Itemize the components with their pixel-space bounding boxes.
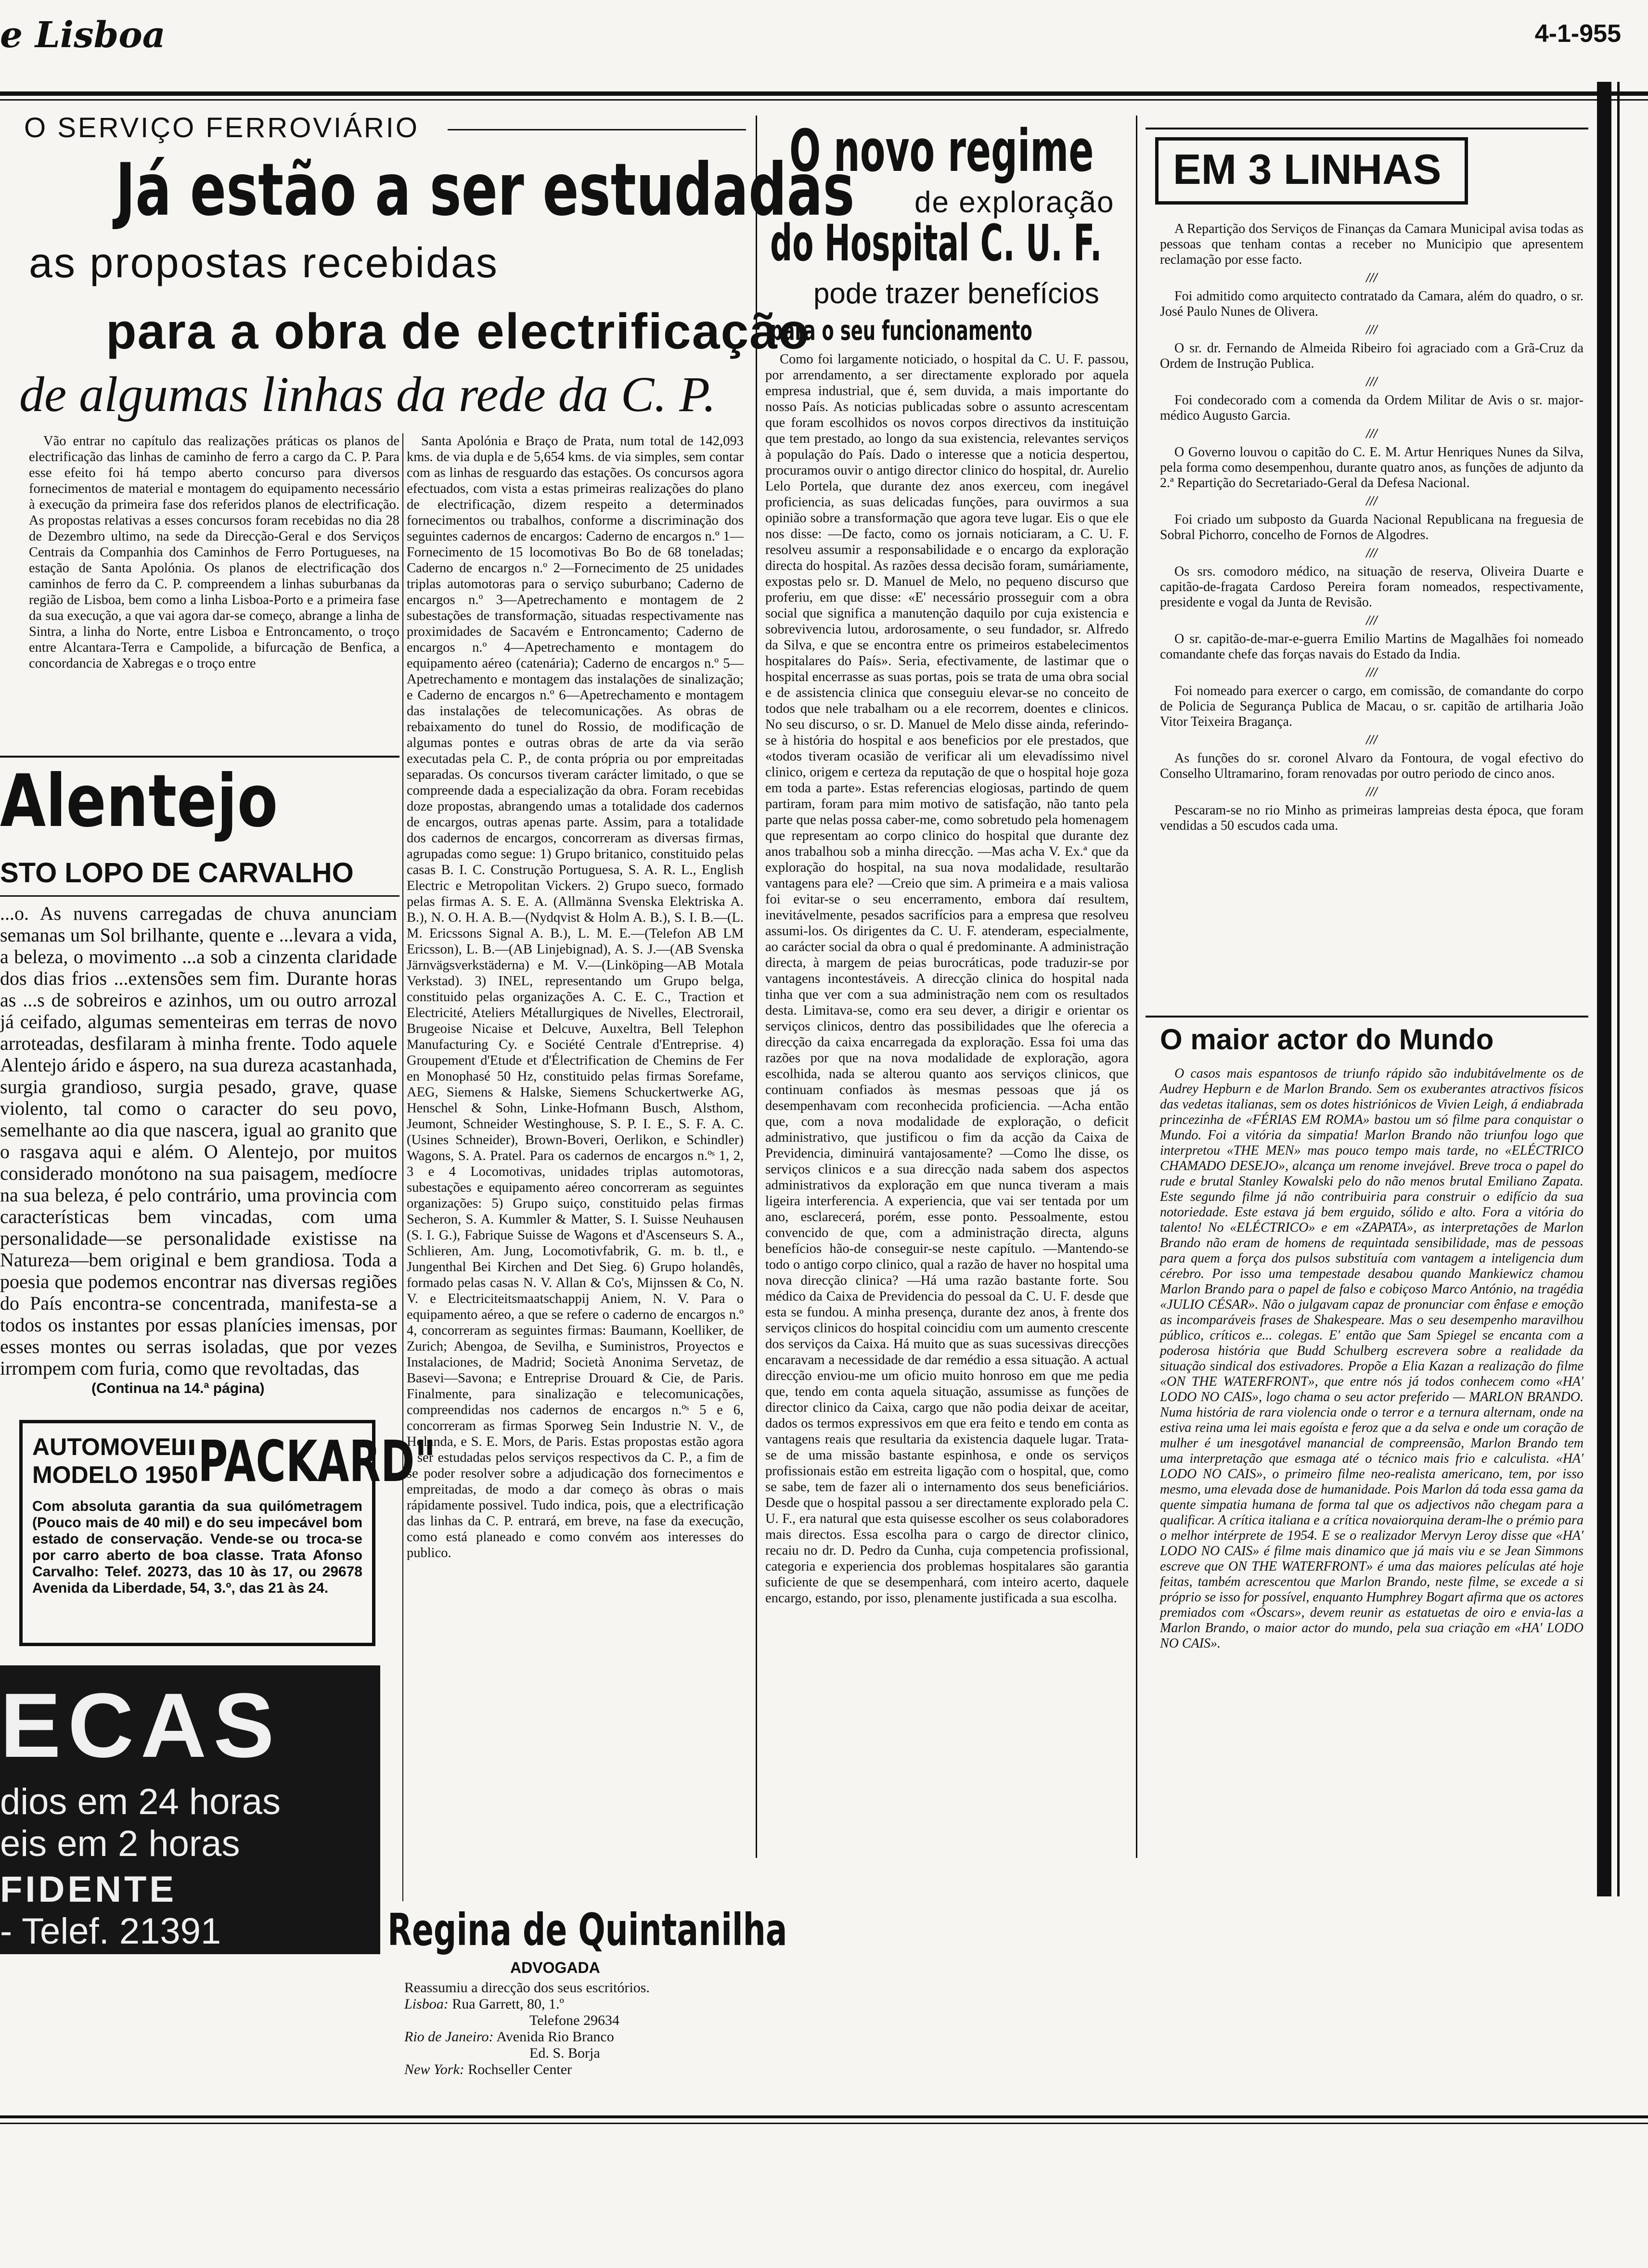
em3-separator: /// xyxy=(1366,494,1378,509)
packard-body: Com absoluta garantia da sua quilómetragem (Pouco mais de 40 mil) e do seu impecável bom estado de conservação. Vende-se ou troca-se por carro aberto de boa classe. Trata Afonso Carvalho: Telef. 20273, das 10 às 17, ou 29678 Avenida da Liberdade, 54, 3.º, das 21 às 24. xyxy=(32,1498,362,1596)
column-rule xyxy=(1136,116,1137,1858)
regina-role: ADVOGADA xyxy=(510,1959,600,1976)
em3-item: As funções do sr. coronel Alvaro da Fontoura, de vogal efectivo do Conselho Ultramarino, foram renovadas por outro periodo de cinco anos. xyxy=(1160,751,1584,781)
kicker-rule xyxy=(448,129,746,130)
hospital-title-1: O novo regime xyxy=(789,118,1094,185)
em3-item: Foi nomeado para exercer o cargo, em comissão, de comandante do corpo de Policia de Segurança Publica de Macau, o sr. capitão de artilharia João Vitor Teixeira Bragança. xyxy=(1160,683,1584,729)
em3-separator: /// xyxy=(1366,426,1378,441)
regina-rio-2: Ed. S. Borja xyxy=(529,2045,600,2061)
regina-lisboa-label: Lisboa: xyxy=(404,1996,449,2012)
regina-line-1: Reassumiu a direcção dos seus escritórios. xyxy=(404,1980,650,1996)
continued-note: (Continua na 14.ª página) xyxy=(91,1380,265,1396)
regina-phone: Telefone 29634 xyxy=(529,2012,620,2028)
top-rule-thin xyxy=(0,99,1648,101)
em3-separator: /// xyxy=(1366,546,1378,561)
top-rule xyxy=(0,91,1648,96)
bottom-rule xyxy=(0,2115,1648,2118)
masthead-title: e Lisboa xyxy=(0,14,166,56)
alentejo-rule xyxy=(0,756,399,758)
em3-separator: /// xyxy=(1366,613,1378,628)
column-rule xyxy=(756,116,757,1858)
em3-item: Os srs. comodoro médico, na situação de reserva, Oliveira Duarte e capitão-de-fragata Cardoso Pereira foram nomeados, respectivamente, presidente e vogal da Junta de Revisão. xyxy=(1160,564,1584,610)
headline-line-2: as propostas recebidas xyxy=(29,239,499,286)
black-ad-word: ECAS xyxy=(0,1675,281,1777)
em3-title: EM 3 LINHAS xyxy=(1173,145,1442,193)
em3-item: Foi criado um subposto da Guarda Nacional Republicana na freguesia de Sobral Pichorro, concelho de Fornos de Algodres. xyxy=(1160,512,1584,542)
em3-item: O sr. capitão-de-mar-e-guerra Emilio Martins de Magalhães foi nomeado comandante chefe das forças navais do Estado da India. xyxy=(1160,631,1584,662)
regina-rio xyxy=(404,2029,751,2045)
packard-line-2: MODELO 1950 xyxy=(32,1461,198,1488)
regina-name: Regina de Quintanilha xyxy=(387,1904,787,1956)
hospital-title-4: pode trazer benefícios xyxy=(813,277,1099,309)
alentejo-title: Alentejo xyxy=(0,760,278,843)
byline-rule xyxy=(0,895,399,897)
black-ad-line-3: FIDENTE xyxy=(0,1869,177,1910)
packard-line-1: AUTOMOVEL xyxy=(32,1433,186,1460)
em3-item: O sr. dr. Fernando de Almeida Ribeiro foi agraciado com a Grã-Cruz da Ordem de Instrução Publica. xyxy=(1160,341,1584,371)
em3-separator: /// xyxy=(1366,733,1378,747)
regina-rio-address: Avenida Rio Branco xyxy=(496,2029,614,2045)
em3-separator: /// xyxy=(1366,374,1378,389)
em3-separator: /// xyxy=(1366,271,1378,285)
bottom-rule-thin xyxy=(0,2123,1648,2124)
headline-line-3: para a obra de electrificação xyxy=(106,304,810,360)
regina-lisboa xyxy=(404,1996,751,2012)
regina-ad xyxy=(385,1904,787,2099)
rail-body-right: Santa Apolónia e Braço de Prata, num total de 142,093 kms. de via dupla e de 5,654 kms. de via simples, sem contar com as linhas de resguardo das estações. Os concursos agora efectuados, com vista a estas primeiras realizações do plano de electrificação, dizem respeito a determinados fornecimentos ou trabalhos, conforme a discriminação dos seguintes cadernos de encargos: Caderno de encargos n.º 1—Fornecimento de 15 locomotivas Bo Bo de 68 toneladas; Caderno de encargos n.º 2—Fornecimento de 25 unidades triplas automotoras para o serviço suburbano; Caderno de encargos n.º 3—Apetrechamento e montagem de 2 subestações de transformação, situadas respectivamente nas proximidades de Sacavém e Entroncamento; Caderno de encargos n.º 4—Apetrechamento e montagem do equipamento aéreo (catenária); Caderno de encargos n.º 5—Apetrechamento e montagem das instalações de sinalização; e Caderno de encargos n.º 6—Apetrechamento e montagem das instalações de telecomunicações. As obras de rebaixamento do tunel do Rossio, de modificação de algumas pontes e outras obras de arte da via serão executadas pela C. P., de conta própria ou por empreitadas separadas. Os concursos tiveram carácter limitado, o que se compreende dada a especialização da obra. Foram recebidas doze propostas, abrangendo umas a totalidade dos cadernos de encargos, outras apenas parte. Assim, para a totalidade dos cadernos de encargos, concorreram as diversas firmas, agrupadas como segue: 1) Grupo britanico, constituido pelas casas B. I. C. Construção Portuguesa, S. A. R. L., English Electric e Metropolitan Vickers. 2) Grupo sueco, formado pelas firmas A. S. E. A. (Allmänna Svenska Elektriska A. B.), N. O. H. A. B.—(Nydqvist & Holm A. B.), S. I. B.—(L. M. Ericssons Signal A. B.), L. M. E.—(Telefon AB LM Ericsson), L. B.—(AB Linjebignad), A. S. J.—(AB Svenska Järnvägsverkstäderna) e M. V.—(Linköping—AB Motala Verkstad). 3) INEL, representando um Grupo belga, constituido pelas organizações A. C. E. C., Traction et Electricité, Ateliers Métallurgiques de Nivelles, Electrorail, Brugeoise Nicaise et Delcuve, Auxeltra, Bell Telephon Manufacturing Cy. e Société Centrale d'Entreprise. 4) Groupement d'Etude et d'Électrification de Chemins de Fer en Monophasé 50 Hz, constituido pelas firmas Sorefame, AEG, Siemens & Halske, Siemens Schuckertwerke AG, Henschel & Sohn, Linke-Hofmann Busch, Alsthom, Jeumont, Schneider Westinghouse, S. P. I. E., S. F. A. C. (Usines Schneider), Brown-Boveri, Oerlikon, e Schindler) Wagons, S. A. Pratel. Para os cadernos de encargos n.ºˢ 1, 2, 3 e 4 Locomotivas, unidades triplas automotoras, subestações e equipamento aéreo concorreram as seguintes organizações: 5) Grupo suiço, constituido pelas firmas Secheron, S. A. Kummler & Matter, S. I. Suisse Neuhausen (S. I. G.), Fabrique Suisse de Wagons et d'Ascenseurs S. A., Schlieren, Am. Jung, Locomotivfabrik, G. m. b. tl., e Jungenthal Bei Kirchen and Det Sieg. 6) Grupo holandês, formado pelas casas N. V. Allan & Co's, Mijnssen & Co, N. V. e Electriciteitsmaatschappij Aniem, N. V. Para o equipamento aéreo, a que se refere o caderno de encargos n.º 4, concorreram as seguintes firmas: Baumann, Koelliker, de Zurich; Abengoa, de Sevilha, e Suministros, Proyectos e Instalaciones, de Madrid; Società Anonima Servetaz, de Basevi—Savona; e Entreprise Drouard & Cie, de Paris. Finalmente, para sinalização e telecomunicações, compreendidas nos cadernos de encargos n.ºˢ 5 e 6, concorreram as firmas Sporweg Sein Industrie N. V., de Holanda, e S. E. Mors, de Paris. Estas propostas estão agora a ser estudadas pelos serviços respectivos da C. P., a fim de se poder resolver sobre a adjudicação dos fornecimentos e empreitadas, de modo a dar começo às obras o mais rápidamente possivel. Tudo indica, pois, que a electrificação das linhas da C. P. entrará, em breve, na fase da execução, como está planeado e como convém aos interesses do publico. xyxy=(407,434,744,1560)
rail-body-left: Vão entrar no capítulo das realizações práticas os planos de electrificação das linhas de caminho de ferro a cargo da C. P. Para esse efeito foi há tempo aberto concurso para diversos fornecimentos de material e montagem do equipamento necessário à execução da primeira fase dos referidos planos de electrificação. As propostas relativas a esses concursos foram recebidas no dia 28 de Dezembro ultimo, na sede da Direcção-Geral e dos Serviços Centrais da Companhia dos Caminhos de Ferro Portugueses, na estação de Santa Apolónia. Os planos de electrificação dos caminhos de ferro da C. P. compreendem a linhas suburbanas da região de Lisboa, bem como a linha Lisboa-Porto e a primeira fase da sua execução, a que vai agora dar-se começo, abrange a linha de Sintra, a linha do Norte, entre Lisboa e Entroncamento, o troço entre Alcantara-Terra e Campolide, a bifurcação de Benfica, a concordancia de Xabregas e o troço entre xyxy=(29,434,399,671)
black-ad-line-4: - Telef. 21391 xyxy=(0,1911,221,1952)
alentejo-byline: STO LOPO DE CARVALHO xyxy=(0,857,354,889)
alentejo-body: ...o. As nuvens carregadas de chuva anunciam semanas um Sol brilhante, quente e ...levara a vida, a beleza, o movimento ...a sob a cinzenta claridade dos dias frios ...extensões sem fim. Durante horas as ...s de sobreiros e azinhos, um ou outro arrozal já ceifado, algumas sementeiras em terras de novo arroteadas, desfilaram à minha frente. Todo aquele Alentejo árido e áspero, na sua dureza acastanhada, surgia grandioso, surgia pesado, grave, quase violento, tal como o caracter do seu povo, semelhante ao dia que nascera, igual ao granito que o rasgava aqui e além. O Alentejo, por muitos considerado monótono na sua paisagem, medíocre na sua beleza, é pelo contrário, uma provincia com características bem vincadas, com uma personalidade—se personalidade existisse na Natureza—bem original e bem grandiosa. Toda a poesia que podemos encontrar nas diversas regiões do País encontra-se concentrada, manifesta-se a todos os instantes por essas planícies imensas, por esses montes ou serras isoladas, que por vezes irrompem com furia, como que revoltadas, das xyxy=(0,902,397,1379)
headline-line-1: Já estão a ser estudadas xyxy=(116,148,855,232)
actor-rule xyxy=(1146,1016,1588,1018)
hospital-title-2: de exploração xyxy=(914,186,1115,219)
hospital-title-5: para o seu funcionamento xyxy=(770,315,1032,347)
packard-brand: "PACKARD" xyxy=(177,1428,436,1495)
em3-item: Pescaram-se no rio Minho as primeiras lampreias desta época, que foram vendidas a 50 escudos cada uma. xyxy=(1160,803,1584,833)
hospital-body: Como foi largamente noticiado, o hospital da C. U. F. passou, por arrendamento, a ser directamente explorado por aquela empresa industrial, que é, sem duvida, a mais importante do nosso País. As noticias publicadas sobre o assunto acrescentam que foram escolhidos os novos corpos directivos da instituição que tem prestado, ao longo da sua existencia, relevantes serviços à população do País. Dado o interesse que a noticia despertou, procuramos ouvir o antigo director clinico do hospital, dr. Aurelio Lelo Portela, que durante dez anos exerceu, com inegável proficiencia, as suas delicadas funções, para ouvirmos a sua opinião sobre a transformação que agora teve lugar. Eis o que ele nos disse: —De facto, como os jornais noticiaram, a C. U. F. resolveu assumir a responsabilidade e o encargo da exploração directa do hospital. As razões dessa decisão foram, sumáriamente, expostas pelo sr. D. Manuel de Melo, no pequeno discurso que proferiu, em que disse: «E' necessário prosseguir com a obra social que significa a manutenção daquilo por cuja existencia e sobrevivencia lutou, ardorosamente, o seu fundador, sr. Alfredo da Silva, e que se encontra entre os primeiros estabelecimentos hospitalares do País». Seria, efectivamente, de lastimar que o hospital encerrasse as suas portas, pois se trata de uma obra social e de assistencia clinica que conseguiu elevar-se no conceito de todos que nele trabalham ou a ele recorrem, doentes e clinicos. No seu discurso, o sr. D. Manuel de Melo disse ainda, referindo-se à história do hospital e aos beneficios por ele prestados, que «todos tiveram ocasião de verificar ali um elevadíssimo nivel clinico, origem e certeza da reputação de que o hospital hoje goza em toda a parte». Estas referencias elogiosas, partindo de quem partiram, foram para mim motivo de satisfação, não tanto pela parte que nelas possa caber-me, como sobretudo pela homenagem que representam ao corpo clinico do hospital que durante dez anos trabalhou sob a minha direcção. —Mas acha V. Ex.ª que da exploração do hospital, na sua nova modalidade, resultarão vantagens para ele? —Creio que sim. A primeira e a mais valiosa foi evitar-se o seu encerramento, embora daí resultem, inevitávelmente, pesados sacrifícios para a empresa que resolveu assumi-los. Os dirigentes da C. U. F. atenderam, especialmente, ao carácter social da obra o qual é predominante. A administração directa, à margem de peias burocráticas, pode traduzir-se por vantagens incontestáveis. A direcção clinica do hospital nada tinha que ver com a sua administração nem com os resultados desta. Limitava-se, como era seu dever, a dirigir e orientar os serviços clinicos, dentro das possibilidades que lhe oferecia a direcção da caixa encarregada da exploração. Essa foi uma das razões por que na nova modalidade de exploração, agora escolhida, nada se alterou quanto aos serviços clinicos, que continuam confiados às mesmas pessoas que já os desempenhavam com reconhecida proficiencia. —Acha então que, com a nova modalidade de exploração, o deficit administrativo, que justificou o fim da acção da Caixa de Previdencia, diminuirá vantajosamente? —Como lhe disse, os serviços clinicos e a sua direcção nada sabem dos aspectos administrativos da exploração em que nunca tiveram a mais ligeira interferencia. A experiencia, que vai ser tentada por um ano, esclarecerá, porém, esse ponto. Pessoalmente, estou convencido de que, com a administração directa, alguns benefícios hão-de conseguir-se neste capítulo. —Mantendo-se todo o antigo corpo clinico, qual a razão de haver no hospital uma nova direcção clinica? —Há uma razão bastante forte. Sou médico da Caixa de Previdencia do pessoal da C. U. F. desde que esta se fundou. A minha presença, durante dez anos, à frente dos serviços clinicos do hospital coincidiu com um aumento crescente dos serviços da Caixa. Há muito que as suas sucessivas direcções encaravam a necessidade de dar remédio a essa situação. A actual direcção enviou-me um oficio muito honroso em que me pedia que, tendo em conta aquela situação, assumisse as funções de director clinico da Caixa, cargo que não podia deixar de aceitar, dados os termos expressivos em que era feito e tendo em conta as vantagens reais que resultaria da existencia daquele lugar. Trata-se de uma missão bastante espinhosa, e onde os serviços profissionais estão em estreita ligação com o hospital, que, como se sabe, tem de fazer ali o internamento dos seus beneficiários. Desde que o hospital passou a ser directamente explorado pela C. U. F., era natural que esta quisesse escolher os seus colaboradores mais directos. Essa escolha para o cargo de director clinico, recaiu no dr. D. Pedro da Cunha, cuja competencia profissional, categoria e experiencia dos problemas hospitalares são garantia suficiente de que se desempenhará, com inteiro acerto, daquele encargo, estando, por isso, plenamente justificada a sua escolha. xyxy=(765,352,1129,1606)
actor-body: O casos mais espantosos de triunfo rápido são indubitávelmente os de Audrey Hepburn e de Marlon Brando. Sem os exuberantes atractivos físicos das vedetas italianas, sem os dotes histriónicos de Vivien Leigh, á endiabrada princezinha de «FÉRIAS EM ROMA» bastou um só filme para conquistar o Mundo. Foi a vitória da simpatia! Marlon Brando não triunfou logo que interpretou «THE MEN» mas pouco tempo mais tarde, no «ELÉCTRICO CHAMADO DESEJO», alcança um renome invejável. Breve troca o papel do rude e brutal Stanley Kowalski pelo do não menos brutal Emiliano Zapata. Este segundo filme já não contribuiria para construir o edifício da sua notoriedade. Este estava já bem erguido, sólido e alto. Fora a vitória do talento! No «ELÉCTRICO» e em «ZAPATA», as interpretações de Marlon Brando não eram de homens de requintada sensibilidade, mas de pessoas para quem a força dos pulsos substituía com vantagem a inteligencia dum cérebro. Por isso uma tempestade desabou quando Mankiewicz chamou Marlon Brando para o papel de falso e cobiçoso Marco António, na tragédia «JULIO CÉSAR». Não o julgavam capaz de pronunciar com ênfase e emoção as incomparáveis frases de Shakespeare. Mas o seu desempenho maravilhou público, críticos e... colegas. E' então que Sam Spiegel se encanta com a poderosa história que Budd Schulberg escrevera sobre a realidade da situação sindical dos estivadores. Propõe a Elia Kazan a realização do filme «ON THE WATERFRONT», que entre nós já todos conhecem como «HA' LODO NO CAIS», logo chama o seu actor preferido — MARLON BRANDO. Numa história de rara violencia onde o terror e a ternura alternam, onde na estiva reina uma lei mais egoísta e feroz que a da selva e onde um coração de mulher é um inesgotável manancial de compreensão, Marlon Brando tem uma interpretação que esmaga até o técnico mais frio e calculista. «HA' LODO NO CAIS», o primeiro filme neo-realista americano, tem, por isso mesmo, uma elevada dose de humanidade. Pois Marlon dá toda essa gama da quente simpatia humana de forma tal que os adjectivos não chegam para a qualificar. A crítica italiana e a crítica novaiorquina deram-lhe o prémio para o melhor intérprete de 1954. E se o realizador Mervyn Leroy disse que «HA' LODO NO CAIS» é filme mais dinamico que já mais viu e se Jean Simmons escreve que ON THE WATERFRONT» é uma das maiores películas até hoje feitas, também acrescentou que Marlon Brando, neste filme, se excede a si próprio se isso for possível, enquanto Humphrey Bogart afirma que os actores premiados com «Óscars», devem reunir as estatuetas de oiro e envia-las a Marlon Brando, o maior actor do mundo, pela sua criação em «HA' LODO NO CAIS». xyxy=(1160,1066,1584,1651)
headline-line-4: de algumas linhas da rede da C. P. xyxy=(19,367,716,422)
em3-item: O Governo louvou o capitão do C. E. M. Artur Henriques Nunes da Silva, pela forma como desempenhou, durante quatro anos, as funções de adjunto da 2.ª Repartição do Secretariado-Geral da Defesa Nacional. xyxy=(1160,445,1584,490)
em3-separator: /// xyxy=(1366,665,1378,680)
em3-rule xyxy=(1146,128,1588,129)
right-edge-bar xyxy=(1597,82,1611,1896)
regina-ny xyxy=(404,2062,751,2078)
hospital-title-3: do Hospital C. U. F. xyxy=(770,214,1102,272)
actor-title: O maior actor do Mundo xyxy=(1160,1023,1494,1056)
em3-separator: /// xyxy=(1366,322,1378,337)
black-ad-line-2: eis em 2 horas xyxy=(0,1823,240,1864)
right-edge-bar-thin xyxy=(1617,82,1620,1896)
regina-ny-address: Rochseller Center xyxy=(468,2062,572,2077)
regina-ny-label: New York: xyxy=(404,2062,464,2077)
em3-item: Foi admitido como arquitecto contratado da Camara, além do quadro, o sr. José Paulo Nunes de Olivera. xyxy=(1160,289,1584,319)
packard-ad xyxy=(19,1420,436,1646)
black-ad xyxy=(0,1665,380,1954)
em3-title-box xyxy=(1155,137,1468,205)
black-ad-line-1: dios em 24 horas xyxy=(0,1781,281,1822)
em3-item: Foi condecorado com a comenda da Ordem Militar de Avis o sr. major-médico Augusto Garcia. xyxy=(1160,393,1584,423)
column-rule xyxy=(402,433,403,1901)
em3-list xyxy=(1160,221,1584,1011)
regina-lisboa-address: Rua Garrett, 80, 1.º xyxy=(452,1996,564,2012)
section-kicker: O SERVIÇO FERROVIÁRIO xyxy=(24,112,419,143)
issue-date: 4-1-955 xyxy=(1534,20,1621,48)
em3-item: A Repartição dos Serviços de Finanças da Camara Municipal avisa todas as pessoas que tenham contas a receber no Municipio que apresentem reclamação por esse facto. xyxy=(1160,221,1584,267)
em3-separator: /// xyxy=(1366,785,1378,799)
regina-rio-label: Rio de Janeiro: xyxy=(404,2029,494,2045)
